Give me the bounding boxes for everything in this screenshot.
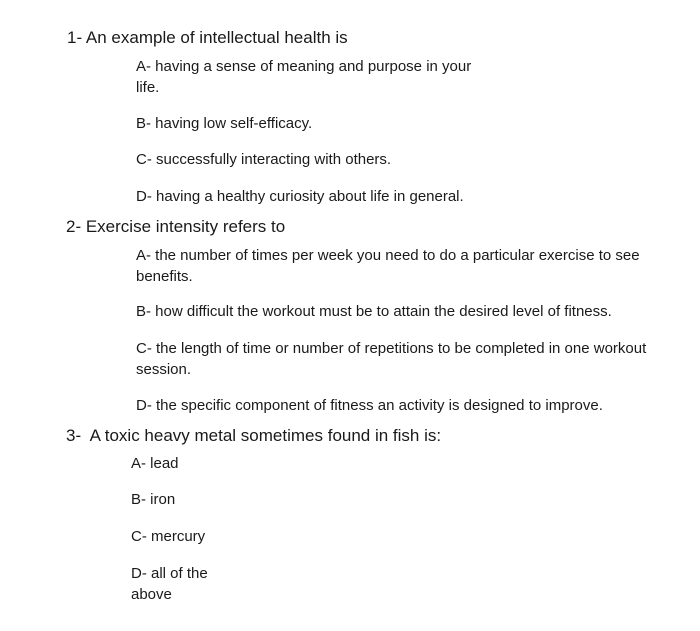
answer-option-d: D- the specific component of fitness an activity is designed to improve.: [136, 397, 603, 414]
answer-option-b: B- having low self-efficacy.: [136, 115, 313, 132]
question-prompt: 3- A toxic heavy metal sometimes found in fish is:: [66, 426, 442, 445]
question-prompt: 1- An example of intellectual health is: [67, 28, 348, 47]
answer-option-a: A- having a sense of meaning and purpose in your life.: [136, 58, 472, 96]
answer-option-a: A- the number of times per week you need to do a particular exercise to see benefits.: [136, 247, 640, 285]
question-prompt: 2- Exercise intensity refers to: [66, 217, 286, 236]
answer-option-c: C- mercury: [131, 528, 206, 545]
answer-option-d: D- all of the above: [131, 565, 208, 603]
answer-option-a: A- lead: [131, 455, 179, 472]
answer-option-c: C- the length of time or number of repetitions to be completed in one workout session.: [136, 340, 647, 378]
answer-option-b: B- how difficult the workout must be to attain the desired level of fitness.: [136, 303, 612, 320]
answer-option-d: D- having a healthy curiosity about life in general.: [136, 188, 464, 205]
answer-option-b: B- iron: [131, 491, 176, 508]
answer-option-c: C- successfully interacting with others.: [136, 151, 392, 168]
